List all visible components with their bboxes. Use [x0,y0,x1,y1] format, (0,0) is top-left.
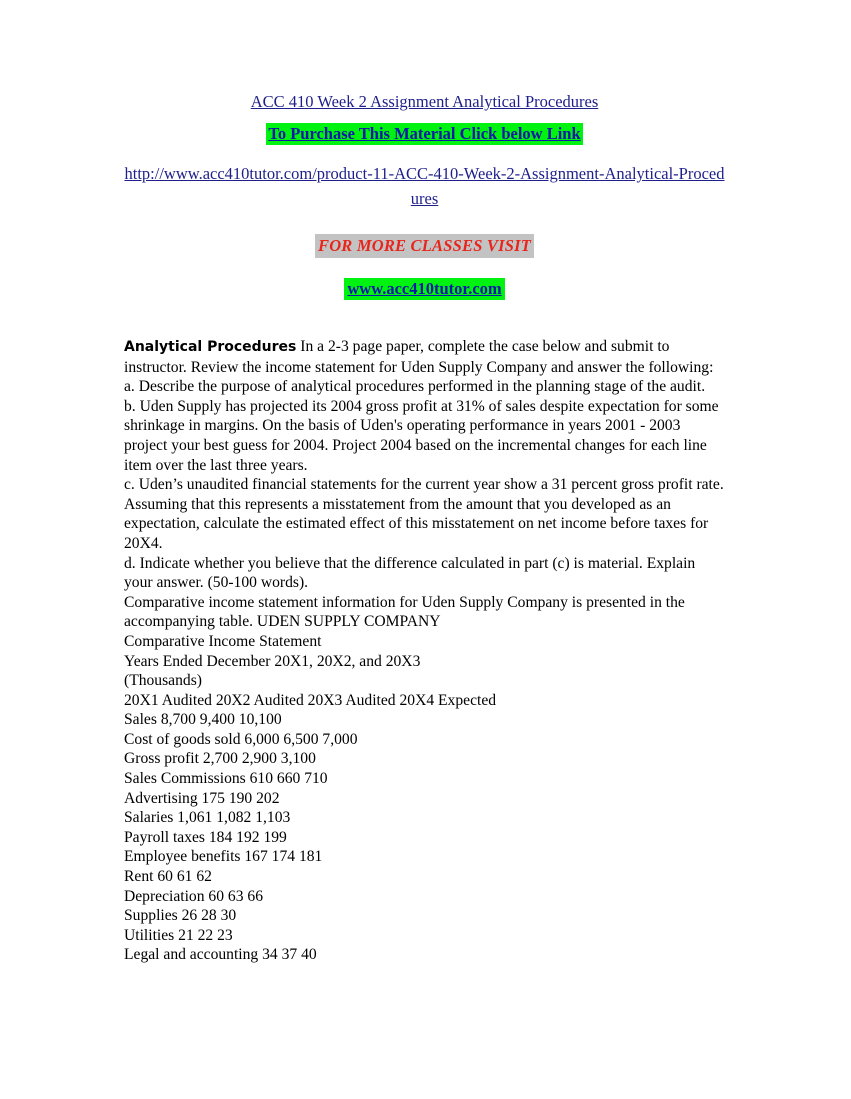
statement-row: Cost of goods sold 6,000 6,500 7,000 [124,730,358,748]
statement-period: Years Ended December 20X1, 20X2, and 20X3 [124,652,421,670]
statement-row: Employee benefits 167 174 181 [124,848,323,866]
statement-row: Advertising 175 190 202 [124,789,280,807]
statement-row: Supplies 26 28 30 [124,907,237,925]
statement-row: Sales Commissions 610 660 710 [124,770,328,788]
assignment-body [124,337,725,965]
statement-row: Salaries 1,061 1,082 1,103 [124,809,291,827]
statement-row: Gross profit 2,700 2,900 3,100 [124,750,316,768]
product-link[interactable]: http://www.acc410tutor.com/product-11-ACC-410-Week-2-Assignment-Analytical-Procedures [124,164,725,208]
purchase-prompt [124,122,725,147]
statement-row: Depreciation 60 63 66 [124,887,264,905]
assignment-lead-in: Analytical Procedures [124,339,297,355]
page-title: ACC 410 Week 2 Assignment Analytical Procedures [250,92,599,111]
assignment-item-c: c. Uden’s unaudited financial statements for the current year show a 31 percent gross profit rate. Assuming that this represents a misstatement from the amount that you developed as an expectation, calculate the estimated effect of this misstatement on net income before taxes for 20X4. [124,476,727,552]
visit-banner [124,233,725,260]
table-intro: Comparative income statement information for Uden Supply Company is presented in the accompanying table. UDEN SUPPLY COMPANY [124,593,689,631]
statement-row: Legal and accounting 34 37 40 [124,946,317,964]
assignment-item-d: d. Indicate whether you believe that the difference calculated in part (c) is material. Explain your answer. (50-100 words). [124,554,700,592]
statement-row: Payroll taxes 184 192 199 [124,828,287,846]
assignment-intro [124,337,725,377]
statement-columns: 20X1 Audited 20X2 Audited 20X3 Audited 20X4 Expected [124,691,497,709]
statement-row: Utilities 21 22 23 [124,926,233,944]
statement-title: Comparative Income Statement [124,632,322,650]
site-link[interactable] [124,276,725,303]
assignment-item-a: a. Describe the purpose of analytical procedures performed in the planning stage of the audit. [124,378,706,396]
site-link-text[interactable]: www.acc410tutor.com [344,278,504,300]
statement-units: (Thousands) [124,672,202,690]
statement-row: Sales 8,700 9,400 10,100 [124,711,282,729]
document-content [124,90,725,965]
purchase-prompt-text: To Purchase This Material Click below Link [268,124,581,143]
assignment-intro-text: In a 2-3 page paper, complete the case below and submit to instructor. Review the income statement for Uden Supply Company and answer the following: [124,338,714,376]
statement-row: Rent 60 61 62 [124,868,212,886]
assignment-item-b: b. Uden Supply has projected its 2004 gross profit at 31% of sales despite expectation for some shrinkage in margins. On the basis of Uden's operating performance in years 2001 - 2003 project your best guess for 2004. Project 2004 based on the incremental changes for each line item over the last three years. [124,397,723,474]
visit-banner-text: FOR MORE CLASSES VISIT [315,234,534,258]
